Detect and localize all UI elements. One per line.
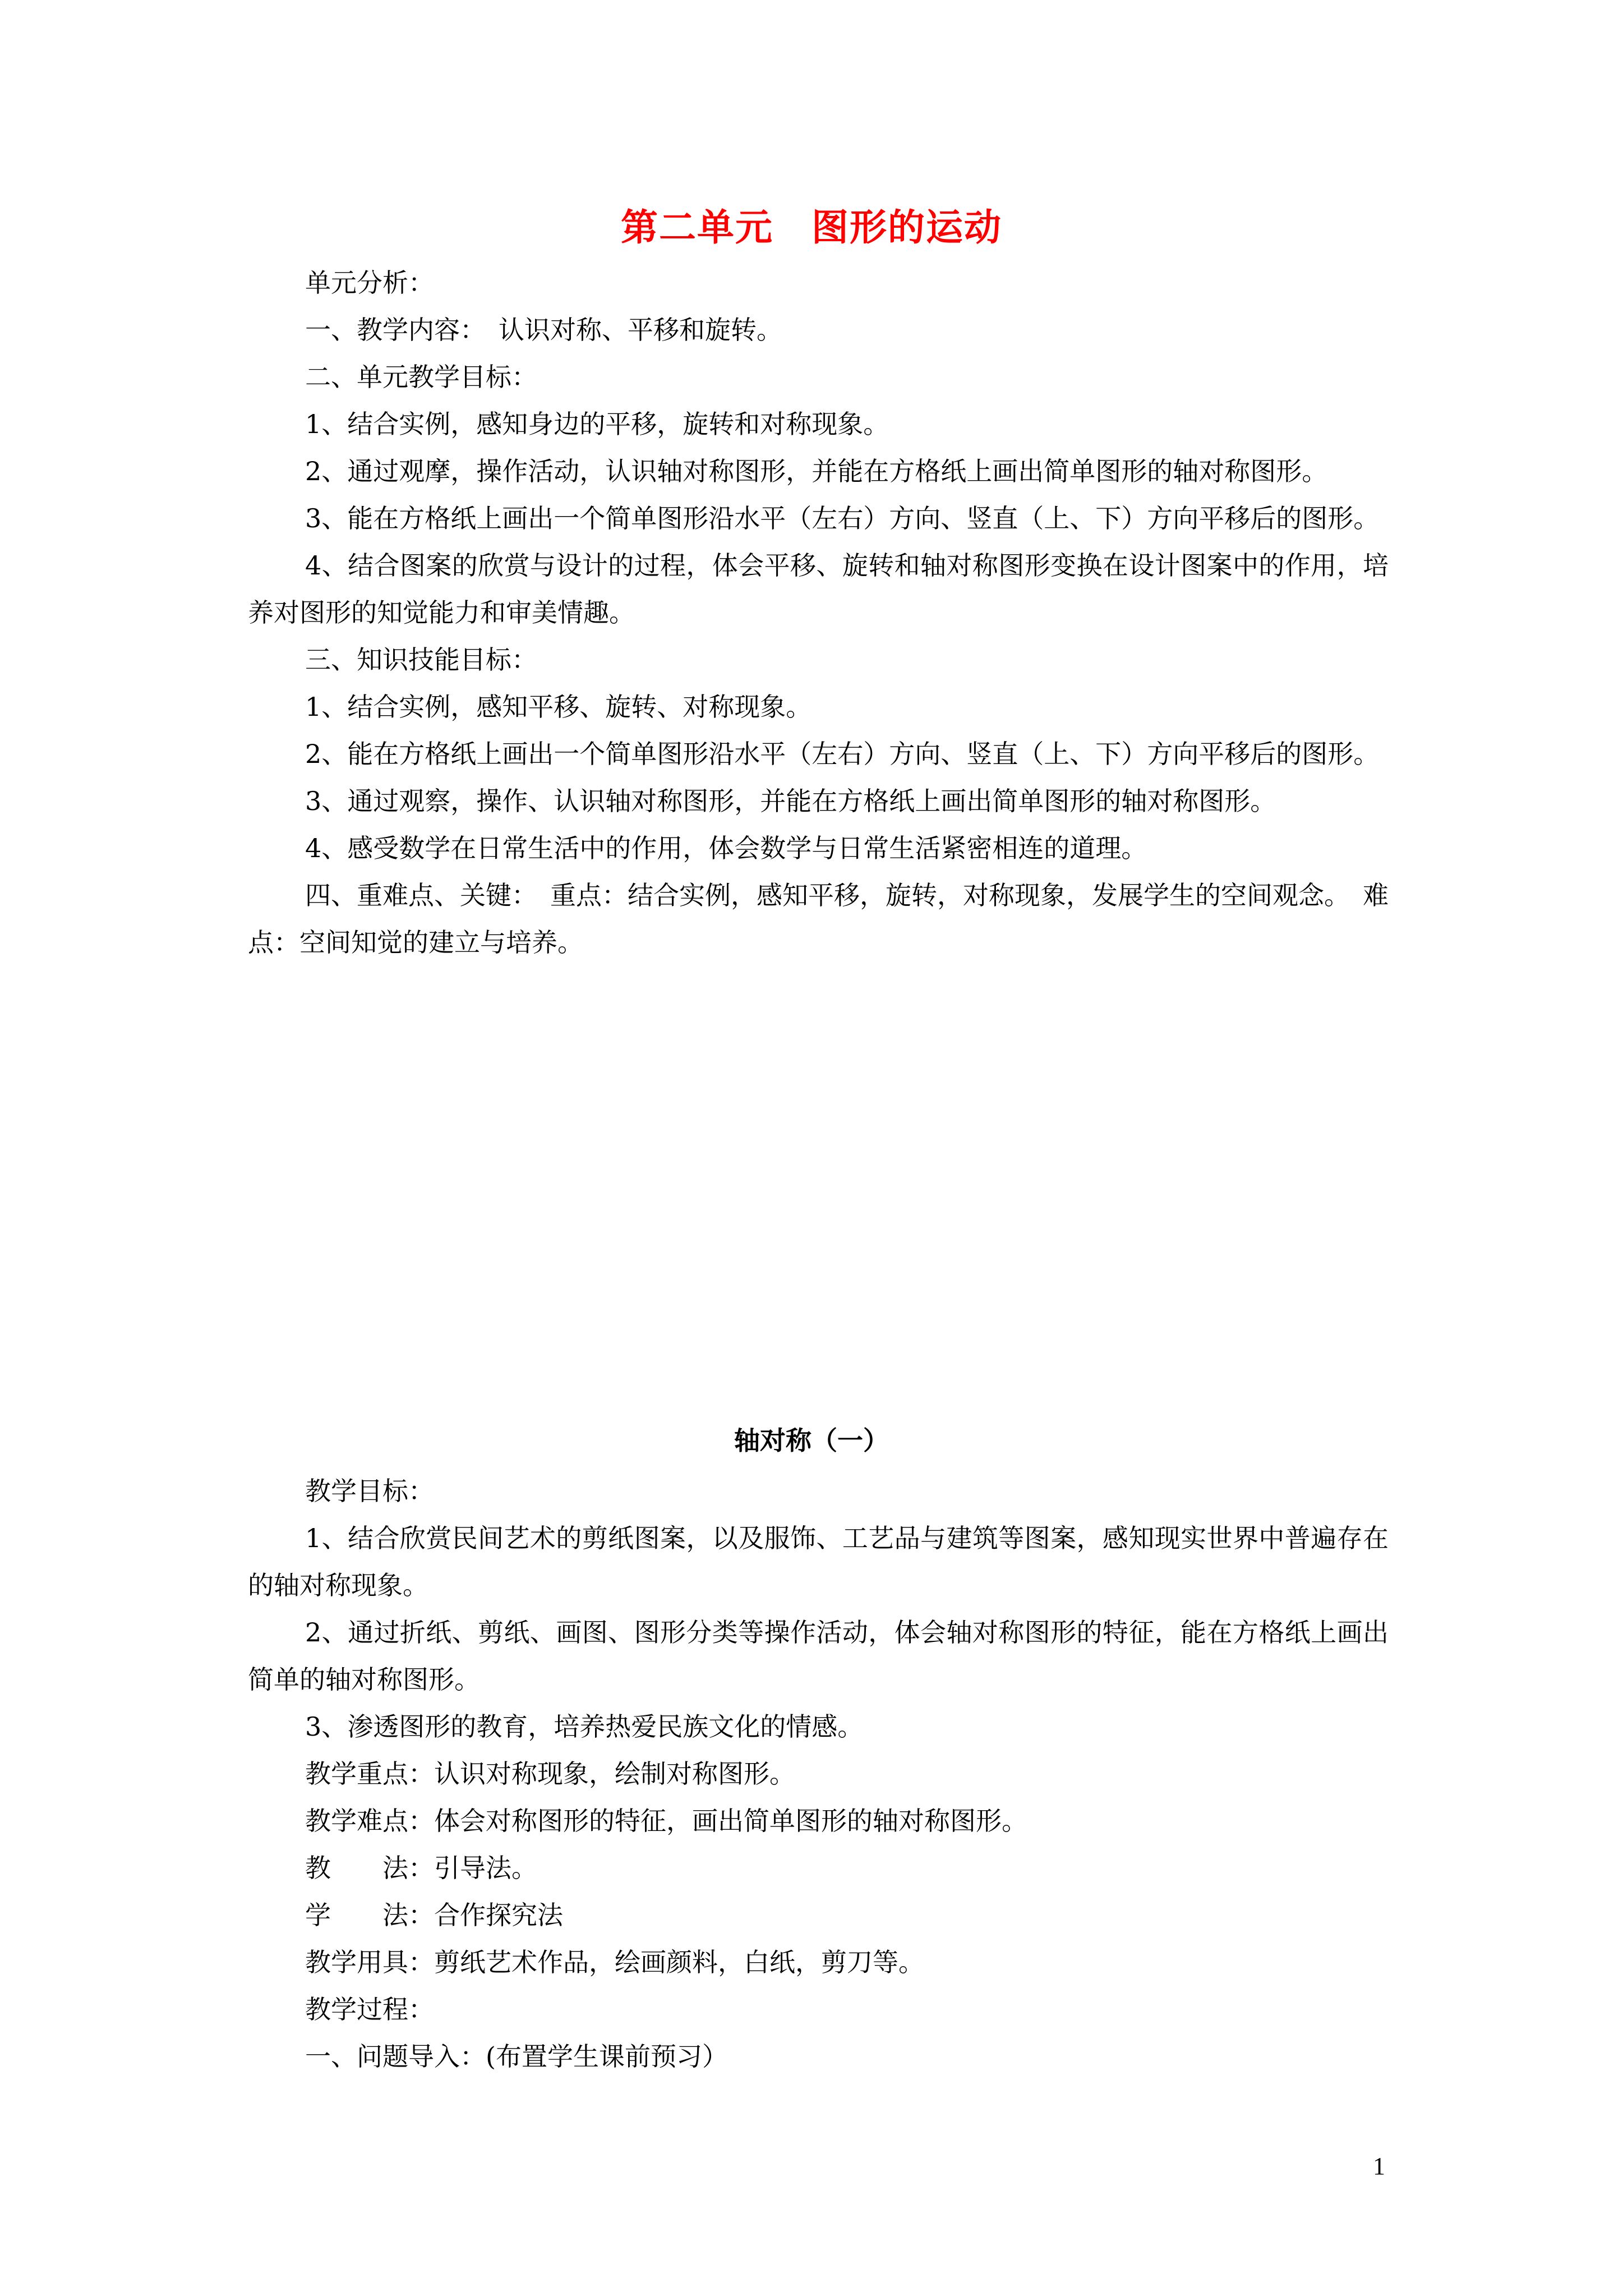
unit-paragraph: 2、能在方格纸上画出一个简单图形沿水平（左右）方向、竖直（上、下）方向平移后的图形。 [305, 739, 1380, 769]
unit-paragraph: 四、重难点、关键： 重点：结合实例，感知平移，旋转，对称现象，发展学生的空间观念。 难点：空间知觉的建立与培养。 [248, 880, 1389, 958]
unit-paragraph: 1、结合实例，感知平移、旋转、对称现象。 [305, 692, 812, 722]
unit-paragraph: 3、能在方格纸上画出一个简单图形沿水平（左右）方向、竖直（上、下）方向平移后的图形。 [305, 503, 1380, 533]
lesson-paragraph: 教学难点：体会对称图形的特征，画出简单图形的轴对称图形。 [305, 1806, 1027, 1836]
lesson-title: 轴对称（一） [734, 1425, 889, 1456]
lesson-paragraph: 教学过程： [305, 1994, 434, 2024]
lesson-paragraph: 2、通过折纸、剪纸、画图、图形分类等操作活动，体会轴对称图形的特征，能在方格纸上画出简单的轴对称图形。 [248, 1617, 1389, 1695]
unit-paragraph: 3、通过观察，操作、认识轴对称图形，并能在方格纸上画出简单图形的轴对称图形。 [305, 786, 1276, 816]
unit-paragraph: 4、感受数学在日常生活中的作用，体会数学与日常生活紧密相连的道理。 [305, 833, 1147, 863]
lesson-paragraph: 学 法：合作探究法 [305, 1900, 563, 1930]
unit-paragraph: 2、通过观摩，操作活动，认识轴对称图形，并能在方格纸上画出简单图形的轴对称图形。 [305, 456, 1328, 486]
lesson-paragraph: 教 法：引导法。 [305, 1853, 537, 1883]
lesson-paragraph: 教学目标： [305, 1476, 434, 1506]
unit-title: 第二单元 图形的运动 [621, 205, 1002, 249]
unit-paragraph: 4、结合图案的欣赏与设计的过程，体会平移、旋转和轴对称图形变换在设计图案中的作用，培养对图形的知觉能力和审美情趣。 [248, 550, 1389, 628]
unit-paragraph: 二、单元教学目标： [305, 362, 537, 392]
lesson-paragraph: 教学重点：认识对称现象，绘制对称图形。 [305, 1759, 795, 1789]
unit-analysis-section [248, 259, 1389, 966]
unit-paragraph: 单元分析： [305, 268, 434, 298]
unit-paragraph: 1、结合实例，感知身边的平移，旋转和对称现象。 [305, 409, 889, 439]
lesson-section [248, 1467, 1389, 2080]
unit-paragraph: 三、知识技能目标： [305, 645, 537, 675]
lesson-paragraph: 3、渗透图形的教育，培养热爱民族文化的情感。 [305, 1711, 864, 1742]
lesson-paragraph: 一、问题导入：(布置学生课前预习） [305, 2041, 728, 2072]
unit-paragraph: 一、教学内容： 认识对称、平移和旋转。 [305, 315, 782, 345]
lesson-paragraph: 教学用具：剪纸艺术作品，绘画颜料，白纸，剪刀等。 [305, 1947, 924, 1977]
page-number: 1 [1373, 2152, 1385, 2180]
lesson-paragraph: 1、结合欣赏民间艺术的剪纸图案，以及服饰、工艺品与建筑等图案，感知现实世界中普遍存在的轴对称现象。 [248, 1523, 1389, 1600]
